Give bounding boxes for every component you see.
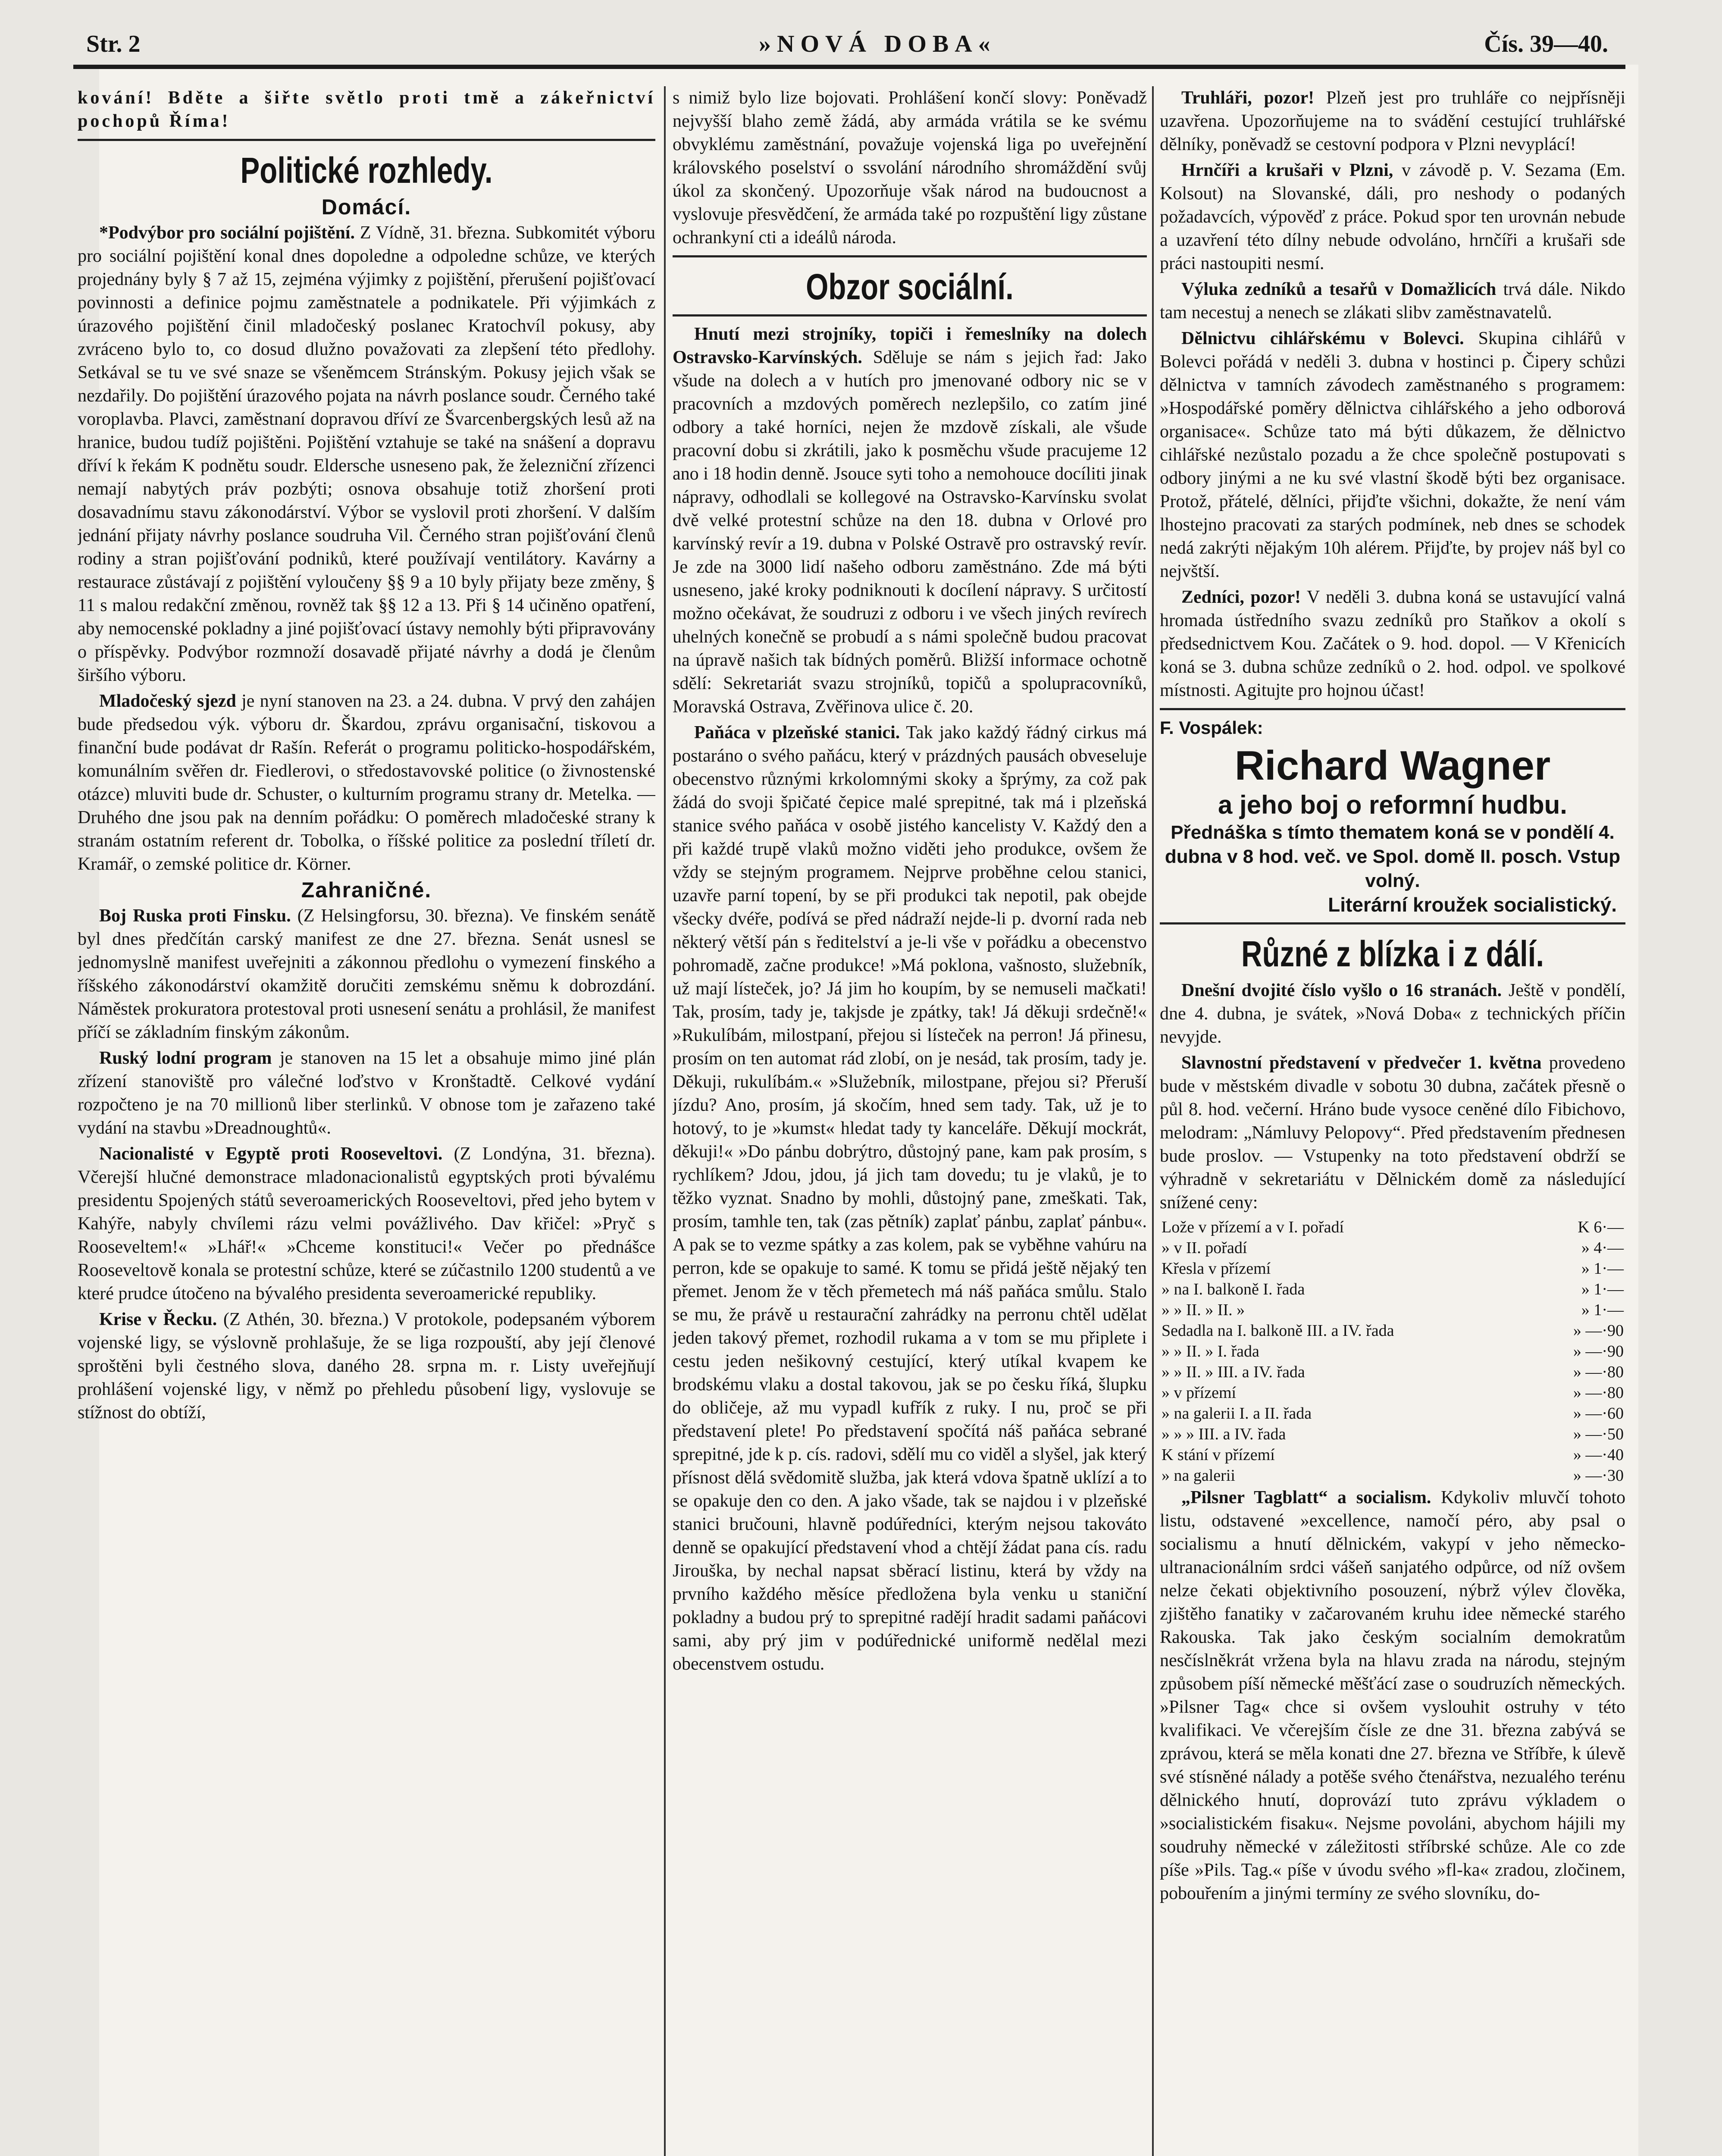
price-label: Sedadla na I. balkoně III. a IV. řada [1162,1322,1394,1340]
price-row [1160,1238,1625,1258]
article-body: je stanoven na 15 let a obsahuje mimo jiné plán zřízení stanoviště pro válečné loďstvo v Kronštadtě. Celkové vydání rozpočteno je na 70 millionů liber sterlinků. V obnose tom je zařazeno také vydání na stavbu »Dreadnoughtů«. [78,1048,655,1138]
price-label: Lože v přízemí a v I. pořadí [1162,1218,1344,1236]
article [78,904,655,1044]
masthead: »NOVÁ DOBA« [759,31,996,57]
article-body: provedeno bude v městském divadle v sobotu 30 dubna, začátek přesně o půl 8. hod. večerní. Hráno bude vysoce ceněné dílo Fibichovo, melodram: „Námluvy Pelopovy“. Před představením přednesen bude proslov. — Vstupenky na toto představení obdrží se výhradně v sekretariátu v Dělnickém domě za následující snížené ceny: [1160,1053,1625,1213]
lecture-subtitle: a jeho boj o reformní hudbu. [1218,790,1567,819]
column-3 [1160,86,1625,2156]
article-heading: Truhláři, pozor! [1181,88,1315,108]
price-value: » 4·— [1581,1239,1624,1257]
price-value: » 1·— [1581,1280,1624,1298]
price-value: » —·30 [1573,1467,1624,1485]
price-table [1160,1217,1625,1486]
price-label: » » II. » I. řada [1162,1342,1259,1360]
article-heading: *Podvýbor pro sociální pojištění. [99,223,355,243]
price-label: » » II. » III. a IV. řada [1162,1363,1305,1381]
lecture-title: Richard Wagner [1234,743,1551,789]
price-label: » na galerii I. a II. řada [1162,1404,1312,1423]
article-heading: Dnešní dvojité číslo vyšlo o 16 stranách. [1181,981,1502,1000]
price-row [1160,1424,1625,1445]
article-heading: Zedníci, pozor! [1181,587,1301,607]
price-row [1160,1403,1625,1424]
article [78,1047,655,1140]
article-heading: Hrnčíři a krušaři v Plzni, [1181,160,1393,180]
price-label: » na galerii [1162,1467,1235,1485]
article [1160,979,1625,1049]
article [1160,1486,1625,1905]
price-row [1160,1445,1625,1465]
article-heading: „Pilsner Tagblatt“ a socialism. [1181,1488,1431,1507]
article [1160,159,1625,275]
section-title-obzor-socialni: Obzor sociální. [806,266,1014,307]
article [673,323,1147,718]
price-label: K stání v přízemí [1162,1446,1275,1464]
article-body: Plzeň jest pro truhláře co nejpřísněji uzavřena. Upozorňujeme na to svádění cestující truhlářské dělníky, poněvadž se cestovní podpora v Plzni nevyplácí! [1160,88,1625,154]
article [673,721,1147,1676]
price-value: » —·90 [1573,1342,1624,1360]
page-number: Str. 2 [86,31,141,57]
article [1160,86,1625,156]
intro-paragraph: kování! Bděte a šiřte světlo proti tmě a zákeřnictví pochopů Říma! [78,88,655,131]
article-heading: Ruský lodní program [99,1048,272,1068]
article-body: Sděluje se nám s jejich řad: Jako všude na dolech a v hutích pro jmenované odbory nic se v pracovních a mzdových poměrech nezlepšilo, co zatím jiné odbory a také horníci, nejen že mzdově získali, ale všude pracovní dobu si zkrátili, jako k posměchu všude pracujeme 12 ano i 18 hodin denně. Jsouce syti toho a nemohouce docíliti jinak nápravy, odhodlali se kollegové na Ostravsko-Karvínsku svolat dvě velké protestní schůze na den 18. dubna v Orlové pro karvínský revír a 19. dubna v Polské Ostravě pro ostravský revír. Je zde na 3000 lidí našeho odboru zaměstnáno. Zde má býti usneseno, jaké kroky podniknouti k docílení nápravy. S určitostí možno očekávat, že soudruzi z odboru i ve všech jiných revírech uhelných konečně se probudí a s námi společně budou pracovat na úpravě našich tak bídných poměrů. Bližší informace ochotně sdělí: Sekretariát svazu strojníků, topičů a spolupracovníků, Moravská Ostrava, Zvěřinova ulice č. 20. [673,348,1147,717]
price-row [1160,1279,1625,1300]
section-title-ruzne: Různé z blízka i z dálí. [1241,934,1544,974]
article [1160,586,1625,702]
price-label: » na I. balkoně I. řada [1162,1280,1305,1298]
price-value: K 6·— [1578,1218,1624,1236]
article [1160,278,1625,324]
article-body: Tak jako každý řádný cirkus má postaráno o svého paňácu, který v prázdných pausách obveseluje obecenstvo různými krkolomnými skoky a šprýmy, za což pak žádá do svoji špičaté čepice malé sprepitné, tak má i plzeňská stanice svého paňáca v osobě jistého kancelisty V. Každý den a při každé trupě vlaků možno viděti jeho produkce, ovšem že vždy se stejným programem. Nejprve proběhne celou stanici, uzavře parní topení, by se při produkci tak nepotil, pak obejde všecky dvéře, podívá se před nádraží nejde-li p. dvorní rada neb některý větší pán s ředitelství a je-li vše v pořádku a obecenstvo pohromadě, začne produkce! »Má poklona, vašnosto, služebník, už mají lísteček, jo? Já jim ho koupím, by se nemuseli mačkati! Tak, prosím, tady je, takjsde je zpátky, tak! Já děkuji srdečně!« »Rukulíbám, milostpaní, přejou si lísteček na perron! Já přinesu, prosím on ten automat rád zlobí, on je nesád, tak prosím, tady je. Děkuji, rukulíbám.« »Služebník, milostpane, přejou si? Přeruší jízdu? Ano, prosím, já skočím, hned sem tady. Tak, už je to hotový, to je »kumst« hledat tady ty kanceláře. Děkují mockrát, děkuji!« »Do pánbu dobrýtro, důstojný pane, kam pak prosím, s rychlíkem? Jdou, jdou, já jich tam dovedu; tu je vlaků, je to těžko vyznat. Snadno by mohli, důstojný pane, zmeškati. Tak, prosím, tamhle ten, tak (zas pětník) zaplať pánbu, zaplať pánbu«. A pak se to vezme spátky a zas kolem, pak se vyběhne vahúru na perron, kde se opakuje to samé. K tomu se přidá ještě nějaký ten přemet. Jenom že v těch přemetech má náš paňáca smůlu. Stalo se mu, že právě u restaurační zahrádky na perronu chtěl udělat jeden takový přemet, rozhodil rukama a v tom se mu připlete i cestu jeden nešikovný cestující, který utíkal kvapem ke brodskému vlaku a dostal takovou, jak se po česku říká, šlupku do obličeje, až mu vypadl kufřík z ruky. I nu, proč se při představení plete! Po představení spočítá náš paňáca sebrané sprepitné, jde k p. cís. radovi, sdělí mu co viděl a slyšel, jak který přísnost dělá svědomitě služba, jak která vdova špatně uklízí a to se opakuje den co den. A jako všade, tak se najdou i v plzeňské stanici bručouni, hlavně podúředníci, kterým nejsou takováto denně se opakující představení vhod a chtějí žádat pana cís. radu Jirouška, by nechal napsat sběrací listinu, která by vždy na prvního každého měsíce předložena byla venku u staniční pokladny a budou prý to sprepitné radějí hradit sadami paňácovi sami, aby prý jim v podúřednické uniformě nedělal mezi obecenstvem ostudu. [673,723,1147,1674]
page-header [73,13,1625,69]
price-value: » —·40 [1573,1446,1624,1464]
article-body: V neděli 3. dubna koná se ustavující valná hromada ústředního svazu zedníků pro Staňkov a okolí s předsednictvem Kou. Začátek o 9. hod. dopol. — V Křenicích koná se 3. dubna schůze zedníků o 2. hod. odpol. ve spolkové místnosti. Agitujte pro hojnou účast! [1160,587,1625,700]
article-body: Z Vídně, 31. března. Subkomitét výboru pro sociální pojištění konal dnes dopoledne a odpoledne schůze, ve kterých projednány byly § 7 až 15, zejména výjimky z pojištění, přerušení pojišťovací povinnosti a definice pojmu zaměstnatele a podnikatele. Při výjimkách z úrazového pojištění činil mladočeský poslanec Kratochvíl pokusy, aby zvráceno bylo to, co dosud dlužno považovati za zlepšení této předlohy. Setkával se tu ve své snaze se všeněmcem Stránským. Pokusy jejich však se nezdařily. Do pojištění úrazového pojata na návrh poslance soudr. Černého také voroplavba. Plavci, zaměstnaní dopravou dříví ze Švarcenbergských lesů až na hranice, budou tudíž pojištěni. Pojištění vztahuje se také na snášení a dopravu dříví k řekám K podnětu soudr. Eldersche usneseno pak, že železniční zřízenci nemají nabytých práv pozbýti; osnova obsahuje totiž zhoršení proti dosavadnímu stavu zákonodárství. Výbor se vyslovil proti zhoršení. V dalším jednání přijaty návrhy poslance soudruha Vil. Černého stran pojišťování členů rodiny a stran pojišťování podniků, které používají ventilátory. Kavárny a restaurace zůstávají z pojištění vyloučeny §§ 9 a 10 byly přijaty beze změny, § 11 s malou redakční změnou, rovněž tak §§ 12 a 13. Při § 14 učiněno opatření, aby nemocenské pokladny a jiné pojišťovací ústavy nemohly býti připravovány o příspěvky. Podvýbor rozmnoží dosavadě přijaté návrhy a dodá je členům širšího výboru. [78,223,655,685]
article-body: (Z Helsingforsu, 30. března). Ve finském senátě byl dnes předčítán carský manifest ze dne 27. března. Senát usnesl se jednomyslně manifest uveřejniti a zákonnou předlohu o vymezení finského a říšského zákonodárství okamžitě doručiti zemskému sněmu k dobrozdání. Náměstek prokuratora protestoval proti usnesení senátu a prohlásil, že manifest příčí se základním finským zákonům. [78,906,655,1042]
article-continuation: s nimiž bylo lize bojovati. Prohlášení končí slovy: Poněvadž nejvyšší blaho země žádá, aby armáda vrátila se ke svému obvyklému zaměstnání, považuje vojenská liga po uveřejnění královského poselství o ssvolání národního shromáždění svůj úkol za skončený. Upozorňuje však národ na budoucnost a vyslovuje přesvědčení, že armáda také po rozpuštění ligy zůstane ochrankyní cti a ideálů národa. [673,88,1147,248]
section-title-politicke-rozhledy: Politické rozhledy. [240,150,493,191]
divider [78,139,655,141]
price-row [1160,1217,1625,1238]
price-row [1160,1300,1625,1320]
price-label: » v II. pořadí [1162,1239,1247,1257]
article-heading: Mladočeský sjezd [99,691,236,711]
price-row [1160,1320,1625,1341]
article-heading: Krise v Řecku. [99,1310,217,1329]
lecture-author: F. Vospálek: [1160,718,1263,738]
issue-number: Čís. 39—40. [1484,31,1608,57]
article [78,689,655,876]
divider [1160,922,1625,924]
subsection-domaci: Domácí. [321,195,412,219]
article [1160,327,1625,583]
price-label: » » II. » II. » [1162,1301,1245,1319]
article [78,1142,655,1305]
price-row [1160,1465,1625,1486]
price-label: Křesla v přízemí [1162,1260,1271,1278]
price-row [1160,1258,1625,1279]
column-1 [78,86,655,2156]
article-body: trvá dále. Nikdo tam necestuj a nenech se zlákati slibv zaměstnavatelů. [1160,279,1625,323]
article-body: je nyní stanoven na 23. a 24. dubna. V prvý den zahájen bude předsedou výk. výboru dr. Škardou, zprávu organisační, tiskovou a finanční bude podávat dr Rašín. Referát o programu politicko-hospodářském, komunálním svěřen dr. Fiedlerovi, o středostavovské politice (o živnostenské otázce) mluviti bude dr. Schuster, o kulturním programu strany dr. Metelka. — Druhého dne jsou pak na denním pořádku: O poměrech mladočeské strany k stranám ostatním referent dr. Tobolka, o říšské politice za poslední tříletí dr. Kramář, o zemské politice dr. Körner. [78,691,655,874]
article-heading: Boj Ruska proti Finsku. [99,906,291,926]
divider [673,255,1147,257]
article [1160,1051,1625,1214]
article [78,221,655,687]
article-heading: Výluka zedníků a tesařů v Domažlicích [1181,279,1497,299]
price-row [1160,1362,1625,1382]
lecture-organizer: Literární kroužek socialistický. [1328,893,1617,916]
price-value: » 1·— [1581,1301,1624,1319]
price-value: » —·80 [1573,1363,1624,1381]
article-body: v závodě p. V. Sezama (Em. Kolsout) na Slovanské, dáli, pro neshody o podaných požadavcích, výpověď z práce. Pokud spor ten urovnán nebude a uzavření této dílny nebude odvoláno, hrnčíři a krušaři sde práci nastoupiti nesmí. [1160,160,1625,273]
wagner-notice [1160,716,1625,916]
article-body: Kdykoliv mluvčí tohoto listu, odstavené »excellence, namočí péro, aby psal o socialismu a hnutí dělnickém, vakypí v jeho německo-ultranacionálním srdci vášeň sanjatého odpůrce, od níž ovšem nelze čekati objektivního posouzení, nýbrž výlev člověka, zjištěho fanatiky v začarovaném kruhu idee německé starého Rakouska. Tak jako českým socialním demokratům nesčíslněkrát vržena byla na hlavu zrada na národu, stejným způsobem píší německé měšťácí zase o soudruzích německých. »Pilsner Tag« chce si ovšem vyslouhit ostruhy v této kvalifikaci. Ve včerejším čísle ze dne 31. března zabývá se zprávou, která se měla konati dne 27. března ve Stříbře, k úlevě své stísněné nálady a potěše svého čtenářstva, nezualého terénu dělnického hnutí, doprovází tuto zprávu výkladem o »socialistickém fisaku«. Nejsme povoláni, abychom hájili my soudruhy německé v záležitosti stříbrské schůze. Ale co zde píše »Pils. Tag.« píše v úvodu svého »fl-ka« zradou, zločinem, pobouřením a jinými termíny ze svého slovníku, do- [1160,1488,1625,1903]
article-heading: Paňáca v plzeňské stanici. [694,723,900,743]
article-body: Skupina cihlářů v Bolevci pořádá v neděli 3. dubna v hostinci p. Čipery schůzi dělnictva v tamních závodech zaměstnaného s programem: »Hospodářské poměry dělnictva cihlářského a jeho odborová organisace«. Schůze tato má býti důkazem, že dělnictvo cihlářské nezůstalo pozadu a že chce společně postupovati s odbory jinými a ne ku své vlastní škodě býti bez organisace. Protož, přátelé, dělníci, přijďte všichni, dokažte, že není vám lhostejno pracovati za starých podmínek, neb dnes se schodek nedá zakrýti nějakým 10h alérem. Přijďte, by projev náš byl co nejvštší. [1160,329,1625,581]
price-value: » —·90 [1573,1322,1624,1340]
article [78,1308,655,1424]
article-heading: Dělnictvu cihlářskému v Bolevci. [1181,329,1464,348]
article-body: (Z Athén, 30. března.) V protokole, podepsaném výborem vojenské ligy, se výslovně prohlašuje, že se liga rozpouští, aby její členové sproštěni byli čestného slova, daného 28. srpna m. r. Listy uveřejňují prohlášení vojenské ligy, v němž po přehledu působení ligy, vyslovuje se stížnost do obtíží, [78,1310,655,1423]
price-value: » 1·— [1581,1260,1624,1278]
column-2 [673,86,1147,2156]
column-rule [1152,86,1154,2156]
lecture-details: Přednáška s tímto thematem koná se v pondělí 4. dubna v 8 hod. več. ve Spol. domě II. posch. Vstup volný. [1165,822,1621,891]
subsection-zahranicne: Zahraničné. [301,878,432,902]
price-value: » —·80 [1573,1384,1624,1402]
article-heading: Hnutí mezi strojníky, topiči i řemeslníky na dolech Ostravsko-Karvínských. [673,324,1147,367]
article-heading: Nacionalisté v Egyptě proti Rooseveltovi. [99,1144,443,1164]
column-rule [664,86,666,2156]
article-body: (Z Londýna, 31. března). Včerejší hlučné demonstrace mladonacionalistů egyptských proti bývalému presidentu Spojených států severoamerických Rooseveltovi, před jeho bytem v Kahýře, nabyly chvílemi rázu velmi povážlivého. Dav křičel: »Pryč s Rooseveltem!« »Lhář!« »Chceme konstituci!« Večer po přednášce Rooseveltově konala se protestní schůze, které se zúčastnilo 1200 studentů a ve které prudce útočeno na bývalého presidenta severoamerické republiky. [78,1144,655,1304]
article-body: Ještě v pondělí, dne 4. dubna, je svátek, »Nová Doba« z technických příčin nevyjde. [1160,981,1625,1047]
price-label: » » » III. a IV. řada [1162,1425,1286,1443]
price-value: » —·60 [1573,1404,1624,1423]
price-row [1160,1341,1625,1362]
divider [673,314,1147,317]
divider [1160,708,1625,710]
article-heading: Slavnostní představení v předvečer 1. května [1181,1053,1542,1073]
price-value: » —·50 [1573,1425,1624,1443]
price-row [1160,1382,1625,1403]
price-label: » v přízemí [1162,1384,1237,1402]
